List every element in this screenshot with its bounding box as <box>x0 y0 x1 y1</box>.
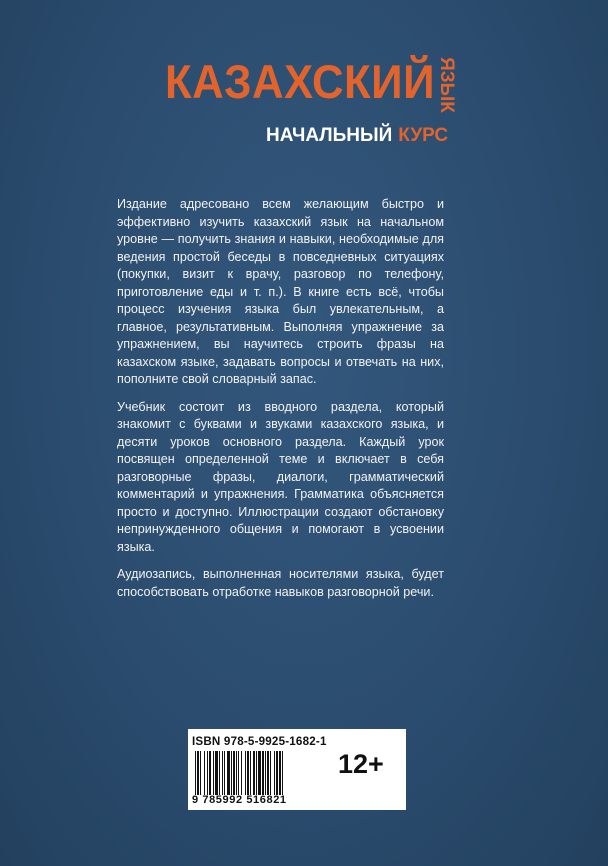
title-block <box>0 0 608 170</box>
subtitle-word-orange: КУРС <box>398 125 449 146</box>
age-rating-badge: 12+ <box>338 749 384 779</box>
book-title-vertical-text: ЯЗЫК <box>436 57 458 113</box>
book-title: КАЗАХСКИЙ <box>165 55 435 108</box>
description-paragraph-1: Издание адресовано всем желающим быстро и эффективно изучить казахский язык на начальном уровне — получить знания и навыки, необходимые для ведения простой беседы в повседневных ситуациях (покупки, визит к врачу, разговор по телефону, приготовление еды и т. п.). В книге есть всё, чтобы процесс изучения языка был увлекательным, а главное, результативным. Выполняя упражнение за упражнением, вы научитесь строить фразы на казахском языке, задавать вопросы и отвечать на них, пополните свой словарный запас. <box>117 197 444 386</box>
description-paragraph-2: Учебник состоит из вводного раздела, который знакомит с буквами и звуками казахского языка, и десяти уроков основного раздела. Каждый урок посвящен определенной теме и включает в себя разговорные фразы, диалоги, грамматический комментарий и упражнения. Грамматика объясняется просто и доступно. Иллюстрации создают обстановку непринужденного общения и помогают в усвоении языка. <box>117 399 444 554</box>
book-description <box>117 196 444 611</box>
book-subtitle <box>266 123 448 149</box>
isbn-label-box <box>188 729 406 810</box>
barcode-icon <box>194 751 321 795</box>
isbn-number: ISBN 978-5-9925-1682-1 <box>192 735 327 748</box>
description-paragraph-3: Аудиозапись, выполненная носителями языка, будет способствовать отработке навыков разговорной речи. <box>117 567 444 599</box>
subtitle-word-white: НАЧАЛЬНЫЙ <box>266 125 393 146</box>
barcode-digits: 9 785992 516821 <box>192 794 287 806</box>
book-title-vertical-word <box>429 56 463 114</box>
